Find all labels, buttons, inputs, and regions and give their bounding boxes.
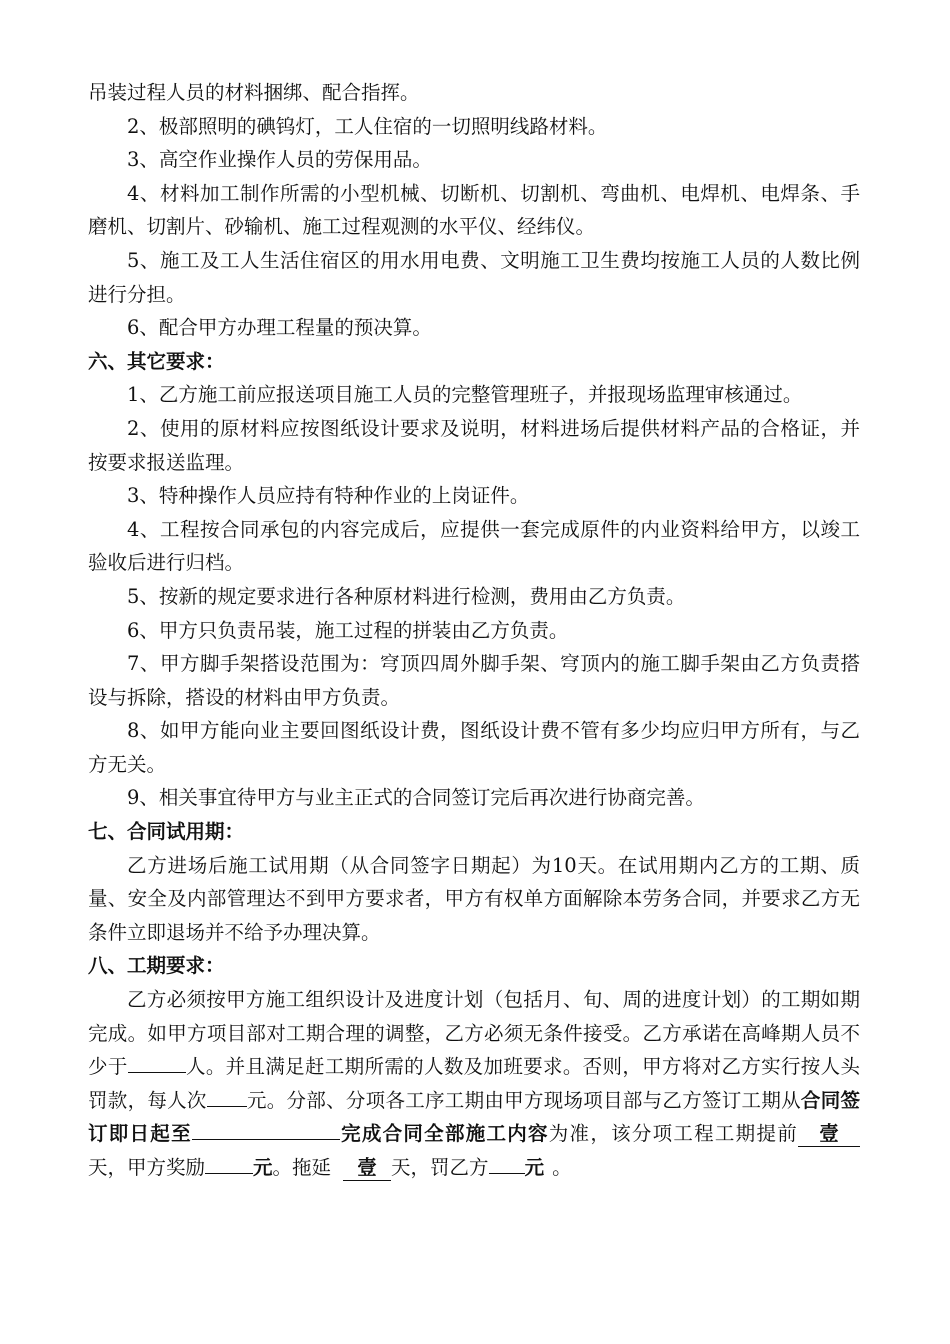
section-heading-schedule: 八、工期要求： xyxy=(88,954,225,978)
paragraph-trial-period: 乙方进场后施工试用期（从合同签字日期起）为10天。在试用期内乙方的工期、质量、安全及内部管理达不到甲方要求者，甲方有权单方面解除本劳务合同，并要求乙方无条件立即退场并不给予办理决算。 xyxy=(88,853,860,944)
paragraph-schedule xyxy=(88,983,860,1185)
blank-reward-amount xyxy=(205,1173,253,1174)
text-run: 天，甲方奖励 xyxy=(88,1156,206,1179)
text-run: 乙方必须按甲方施工组织设计及进度计划（包括月、旬、周的进度计划）的工期如期完成。如甲方项目部对工期合理的调整，乙方必须无条件接受。乙方承诺在高峰期人员不少于 xyxy=(88,988,860,1079)
text-run: 元。分部、分项各工序工期由甲方现场项目部与乙方签订工期从 xyxy=(246,1088,801,1112)
filled-early-days: 壹 xyxy=(798,1122,860,1147)
bold-text: 完成合同全部施工内容 xyxy=(339,1122,549,1146)
list-item-machinery: 4、材料加工制作所需的小型机械、切断机、切割机、弯曲机、电焊机、电焊条、手磨机、切割片、砂输机、施工过程观测的水平仪、经纬仪。 xyxy=(88,181,860,239)
blank-fine-amount xyxy=(207,1106,247,1107)
list-item: 9、相关事宜待甲方与业主正式的合同签订完后再次进行协商完善。 xyxy=(127,786,705,810)
list-item: 2、使用的原材料应按图纸设计要求及说明，材料进场后提供材料产品的合格证，并按要求报送监理。 xyxy=(88,416,860,474)
text-run: 人。并且满足赶工期所需的人数及加班要求。否则，甲方将对乙方实行按人头罚款，每人次 xyxy=(88,1055,860,1112)
text-run: 。拖延 xyxy=(272,1156,332,1179)
section-heading-trial-period: 七、合同试用期： xyxy=(88,820,245,844)
unit-yuan: 元 xyxy=(253,1156,273,1179)
list-item-lighting: 2、极部照明的碘钨灯，工人住宿的一切照明线路材料。 xyxy=(127,114,608,138)
unit-yuan: 元 xyxy=(524,1156,545,1179)
list-item: 1、乙方施工前应报送项目施工人员的完整管理班子，并报现场监理审核通过。 xyxy=(127,383,803,407)
section-heading-other-requirements: 六、其它要求： xyxy=(88,349,225,373)
bold-text: 合同签订即日起至 xyxy=(88,1088,860,1146)
list-item-settlement: 6、配合甲方办理工程量的预决算。 xyxy=(127,316,432,340)
text-run: 。 xyxy=(552,1156,572,1179)
list-item: 6、甲方只负责吊装，施工过程的拼装由乙方负责。 xyxy=(127,618,569,642)
text-run: 天，罚乙方 xyxy=(391,1156,489,1179)
list-item: 4、工程按合同承包的内容完成后，应提供一套完成原件的内业资料给甲方，以竣工验收后进行归档。 xyxy=(88,517,860,575)
paragraph-continuation: 吊装过程人员的材料捆绑、配合指挥。 xyxy=(88,81,420,104)
blank-penalty-amount xyxy=(489,1173,525,1174)
list-item: 5、按新的规定要求进行各种原材料进行检测，费用由乙方负责。 xyxy=(127,584,686,608)
list-item-protective-gear: 3、高空作业操作人员的劳保用品。 xyxy=(127,148,432,172)
blank-completion-date xyxy=(192,1139,340,1140)
list-item: 7、甲方脚手架搭设范围为：穹顶四周外脚手架、穹顶内的施工脚手架由乙方负责搭设与拆除，搭设的材料由甲方负责。 xyxy=(88,652,860,709)
text-run: 为准，该分项工程工期提前 xyxy=(548,1122,798,1146)
list-item-utility-fees: 5、施工及工人生活住宿区的用水用电费、文明施工卫生费均按施工人员的人数比例进行分担。 xyxy=(88,248,860,306)
blank-min-workers xyxy=(128,1072,186,1073)
list-item: 3、特种操作人员应持有特种作业的上岗证件。 xyxy=(127,484,530,508)
list-item: 8、如甲方能向业主要回图纸设计费，图纸设计费不管有多少均应归甲方所有，与乙方无关。 xyxy=(88,719,860,776)
filled-delay-days: 壹 xyxy=(343,1156,391,1181)
